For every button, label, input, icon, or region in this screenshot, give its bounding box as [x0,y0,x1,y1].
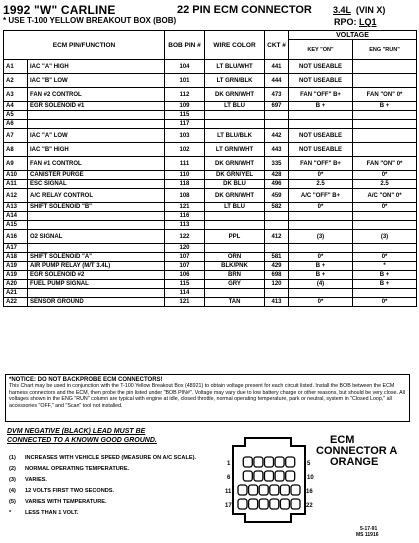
voltage-eng-run: 0* [353,203,417,212]
bob-pin: 110 [165,171,205,180]
bob-pin: 108 [165,189,205,203]
voltage-eng-run [353,143,417,157]
wire-color: GRY [205,280,265,289]
table-row [4,74,417,88]
circuit-number: 459 [265,189,289,203]
wire-color: DK BLU [205,180,265,189]
pin-number: A17 [4,244,28,253]
wire-color: DK GRN/YEL [205,171,265,180]
table-row [4,189,417,203]
voltage-eng-run [353,74,417,88]
pin-number: A13 [4,203,28,212]
voltage-key-on [289,221,353,230]
voltage-key-on [289,244,353,253]
bob-pin: 121 [165,203,205,212]
header-wire-color: WIRE COLOR [205,31,265,60]
voltage-key-on: 0* [289,171,353,180]
voltage-key-on: B + [289,102,353,111]
pin-number: A20 [4,280,28,289]
pin-number: A7 [4,129,28,143]
table-row [4,143,417,157]
connector-pin-cavity [275,471,284,481]
pin-label-16: 16 [306,489,313,495]
footnote-item [9,510,239,521]
voltage-key-on: FAN "OFF" B+ [289,157,353,171]
connector-pin-cavity [249,499,258,509]
table-row [4,280,417,289]
voltage-key-on: FAN "OFF" B+ [289,88,353,102]
circuit-number: 412 [265,230,289,244]
pin-function [28,120,165,129]
table-row [4,129,417,143]
pin-number: A10 [4,171,28,180]
rpo-caption: RPO: [334,17,357,27]
voltage-key-on: 0* [289,253,353,262]
pin-function: IAC "A" LOW [28,129,165,143]
pin-number: A22 [4,298,28,307]
pin-number: A6 [4,120,28,129]
pin-label-6: 6 [227,475,231,481]
bob-pin: 104 [165,60,205,74]
pin-function: IAC "A" HIGH [28,60,165,74]
voltage-eng-run: * [353,262,417,271]
wire-color: PPL [205,230,265,244]
pin-number: A19 [4,262,28,271]
footnote-item [9,455,239,466]
pin-function: A/C RELAY CONTROL [28,189,165,203]
voltage-eng-run: 0* [353,253,417,262]
circuit-number [265,289,289,298]
voltage-eng-run: B + [353,102,417,111]
table-row [4,230,417,244]
bob-pin: 101 [165,74,205,88]
circuit-number: 697 [265,102,289,111]
document-footer [356,526,379,538]
pin-label-22: 22 [306,503,313,509]
bob-pin: 111 [165,157,205,171]
voltage-key-on: 0* [289,203,353,212]
pin-number: A3 [4,88,28,102]
dvm-line-2: CONNECTED TO A KNOWN GOOD GROUND. [7,437,157,444]
table-row [4,120,417,129]
wire-color: LT BLU/BLK [205,129,265,143]
connector-pin-cavity [238,485,247,495]
footnote-text: VARIES WITH TEMPERATURE. [25,499,107,505]
pin-label-11: 11 [225,489,232,495]
pinout-rows [4,60,417,307]
dvm-line-1: DVM NEGATIVE (BLACK) LEAD MUST BE [7,428,146,435]
circuit-number: 413 [265,298,289,307]
connector-name-line-1: ECM [330,434,355,446]
wire-color [205,111,265,120]
bob-pin: 114 [165,289,205,298]
wire-color: LT BLU [205,102,265,111]
pin-function: CANISTER PURGE [28,171,165,180]
bob-pin: 122 [165,230,205,244]
wire-color: BRN [205,271,265,280]
voltage-key-on: (3) [289,230,353,244]
wire-color: TAN [205,298,265,307]
pin-number: A5 [4,111,28,120]
wire-color: ORN [205,253,265,262]
pin-function [28,212,165,221]
circuit-number [265,244,289,253]
footnote-text: INCREASES WITH VEHICLE SPEED (MEASURE ON A/C SCALE). [25,455,197,461]
voltage-eng-run: 0* [353,171,417,180]
pin-function: ESC SIGNAL [28,180,165,189]
wire-color: DK GRN/WHT [205,157,265,171]
table-row [4,289,417,298]
wire-color: DK GRN/WHT [205,189,265,203]
pin-number: A21 [4,289,28,298]
circuit-number: 496 [265,180,289,189]
table-row [4,253,417,262]
wire-color [205,244,265,253]
notice-title: *NOTICE: DO NOT BACKPROBE ECM CONNECTORS! [9,377,163,383]
pin-function: SENSOR GROUND [28,298,165,307]
table-row [4,157,417,171]
footnote-item [9,477,239,488]
voltage-key-on: B + [289,271,353,280]
connector-pin-cavity [243,457,252,467]
table-row [4,102,417,111]
engine-size: 3.4L [333,5,351,15]
voltage-key-on: NOT USEABLE [289,60,353,74]
pin-number: A15 [4,221,28,230]
voltage-eng-run: B + [353,280,417,289]
table-row [4,88,417,102]
footnote-number: * [9,510,12,516]
table-row [4,180,417,189]
table-row [4,60,417,74]
header-function: ECM PIN/FUNCTION [4,31,165,60]
footnote-number: (1) [9,455,16,461]
connector-pin-cavity [265,471,274,481]
bob-pin: 118 [165,180,205,189]
pin-number: A2 [4,74,28,88]
bob-pin: 103 [165,129,205,143]
table-row [4,212,417,221]
wire-color: LT GRN/WHT [205,143,265,157]
voltage-key-on: (4) [289,280,353,289]
connector-name [316,435,419,468]
voltage-eng-run [353,289,417,298]
connector-pin-cavity [280,499,289,509]
connector-pin-cavity [254,471,263,481]
table-row [4,203,417,212]
voltage-eng-run: A/C "ON" 0* [353,189,417,203]
engine-label [333,5,385,15]
voltage-key-on [289,120,353,129]
bob-pin: 121 [165,298,205,307]
voltage-key-on [289,111,353,120]
voltage-key-on: NOT USEABLE [289,129,353,143]
connector-name-line-2: CONNECTOR A [316,445,398,457]
voltage-eng-run [353,221,417,230]
bob-pin: 115 [165,280,205,289]
table-row [4,221,417,230]
circuit-number [265,221,289,230]
bob-pin: 115 [165,111,205,120]
voltage-eng-run [353,244,417,253]
voltage-eng-run [353,120,417,129]
pin-function: FUEL PUMP SIGNAL [28,280,165,289]
footnote-text: LESS THAN 1 VOLT. [25,510,79,516]
circuit-number: 698 [265,271,289,280]
pin-number: A4 [4,102,28,111]
pin-number: A19 [4,271,28,280]
breakout-box-note: * USE T-100 YELLOW BREAKOUT BOX (BOB) [3,16,177,25]
pin-number: A8 [4,143,28,157]
bob-pin: 107 [165,262,205,271]
pin-function: IAC "B" LOW [28,74,165,88]
connector-pin-cavity [286,457,295,467]
circuit-number: 335 [265,157,289,171]
connector-pin-grid [238,457,300,509]
voltage-eng-run [353,212,417,221]
pin-number: A14 [4,212,28,221]
wire-color [205,120,265,129]
connector-diagram [225,432,315,527]
pin-number: A9 [4,157,28,171]
table-row [4,262,417,271]
pin-function: IAC "B" HIGH [28,143,165,157]
pin-function: FAN #1 CONTROL [28,157,165,171]
wire-color: LT GRN/BLK [205,74,265,88]
rpo-label [334,17,377,27]
connector-pin-cavity [270,499,279,509]
voltage-eng-run [353,129,417,143]
connector-pin-cavity [238,499,247,509]
voltage-eng-run: FAN "ON" 0* [353,88,417,102]
bob-pin: 109 [165,102,205,111]
pin-number: A12 [4,189,28,203]
footer-date: 5-17-91 [360,526,378,532]
circuit-number: 120 [265,280,289,289]
pin-number: A18 [4,253,28,262]
connector-pin-cavity [275,457,284,467]
pin-number: A11 [4,180,28,189]
pin-number: A16 [4,230,28,244]
footnote-item [9,488,239,499]
notice-body: This Chart may be used in conjunction with the T-100 Yellow Breakout Box (48921) to obtain voltage present for each circuit listed. Install the BOB between the ECM harness connectors and the ECM, then probe the pin listed under "BOB PIN#". Voltage may vary due to low battery charge or other reasons, but should be very close. All voltages shown in the ENG "RUN" column are typical with engine at idle, closed throttle, normal operating temperature, park or neutral, system in "Closed Loop," all accessories "OFF," and "Scan" tool not installed. [9,383,405,409]
voltage-key-on: B + [289,262,353,271]
pin-label-5: 5 [307,461,311,467]
connector-pin-cavity [243,471,252,481]
bob-pin: 116 [165,212,205,221]
pin-number: A1 [4,60,28,74]
circuit-number: 428 [265,171,289,180]
connector-pin-cavity [291,485,300,495]
pin-function: EGR SOLENOID #2 [28,271,165,280]
bob-pin: 120 [165,244,205,253]
footnote-number: (3) [9,477,16,483]
circuit-number: 442 [265,129,289,143]
bob-pin: 117 [165,120,205,129]
backprobe-notice [5,374,410,422]
voltage-eng-run: 0* [353,298,417,307]
header-key-on: KEY "ON" [289,40,353,60]
table-row [4,298,417,307]
voltage-eng-run [353,60,417,74]
pin-function [28,111,165,120]
vin-code: (VIN X) [355,5,386,15]
connector-pin-cavity [249,485,258,495]
circuit-number: 429 [265,262,289,271]
connector-pin-cavity [259,499,268,509]
footer-code: MS 11916 [356,532,379,538]
table-row [4,171,417,180]
circuit-number: 444 [265,74,289,88]
header-voltage: VOLTAGE [289,31,417,40]
bob-pin: 106 [165,271,205,280]
voltage-key-on [289,289,353,298]
wire-color [205,289,265,298]
voltage-key-on: 2.5 [289,180,353,189]
voltage-eng-run [353,111,417,120]
footnote-number: (5) [9,499,16,505]
wire-color: LT BLU [205,203,265,212]
pin-function [28,221,165,230]
footnote-number: (2) [9,466,16,472]
pin-function [28,244,165,253]
pin-function: O2 SIGNAL [28,230,165,244]
bob-pin: 113 [165,221,205,230]
connector-pin-cavity [286,471,295,481]
pin-function: SHIFT SOLENOID "B" [28,203,165,212]
wire-color: LT BLU/WHT [205,60,265,74]
footnote-text: VARIES. [25,477,47,483]
footnote-text: 12 VOLTS FIRST TWO SECONDS. [25,488,115,494]
connector-color: ORANGE [330,456,379,468]
circuit-number: 581 [265,253,289,262]
bob-pin: 107 [165,253,205,262]
footnote-item [9,466,239,477]
circuit-number: 441 [265,60,289,74]
circuit-number [265,212,289,221]
footnote-number: (4) [9,488,16,494]
wire-color [205,221,265,230]
circuit-number: 582 [265,203,289,212]
bob-pin: 112 [165,88,205,102]
connector-pin-cavity [265,457,274,467]
pin-function: AIR PUMP RELAY (M/T 3.4L) [28,262,165,271]
table-row [4,271,417,280]
table-row [4,111,417,120]
header-eng-run: ENG "RUN" [353,40,417,60]
pin-function: EGR SOLENOID #1 [28,102,165,111]
header-circuit: CKT # [265,31,289,60]
voltage-key-on: A/C "OFF" B+ [289,189,353,203]
wire-color [205,212,265,221]
pinout-table [3,30,417,307]
circuit-number [265,111,289,120]
circuit-number: 443 [265,143,289,157]
bob-pin: 102 [165,143,205,157]
connector-pin-cavity [280,485,289,495]
pin-label-17: 17 [225,503,232,509]
header-bob-pin: BOB PIN # [165,31,205,60]
footnotes [9,455,239,521]
voltage-key-on: NOT USEABLE [289,143,353,157]
circuit-number [265,120,289,129]
circuit-number: 473 [265,88,289,102]
carline-title: 1992 "W" CARLINE [3,3,116,17]
voltage-key-on [289,212,353,221]
voltage-eng-run: FAN "ON" 0* [353,157,417,171]
table-row [4,244,417,253]
connector-pin-cavity [254,457,263,467]
voltage-key-on: 0* [289,298,353,307]
pin-label-10: 10 [307,475,314,481]
voltage-key-on: NOT USEABLE [289,74,353,88]
footnote-item [9,499,239,510]
footnote-text: NORMAL OPERATING TEMPERATURE. [25,466,130,472]
wire-color: BLK/PNK [205,262,265,271]
pin-function: FAN #2 CONTROL [28,88,165,102]
connector-pin-cavity [259,485,268,495]
voltage-eng-run: B + [353,271,417,280]
voltage-eng-run: (3) [353,230,417,244]
pin-function [28,289,165,298]
dvm-warning [7,427,227,445]
rpo-value: LQ1 [359,17,377,27]
pin-label-1: 1 [227,461,231,467]
voltage-eng-run: 2.5 [353,180,417,189]
connector-pin-cavity [291,499,300,509]
pin-function: SHIFT SOLENOID "A" [28,253,165,262]
connector-title: 22 PIN ECM CONNECTOR [177,4,312,16]
wire-color: DK GRN/WHT [205,88,265,102]
connector-pin-cavity [270,485,279,495]
